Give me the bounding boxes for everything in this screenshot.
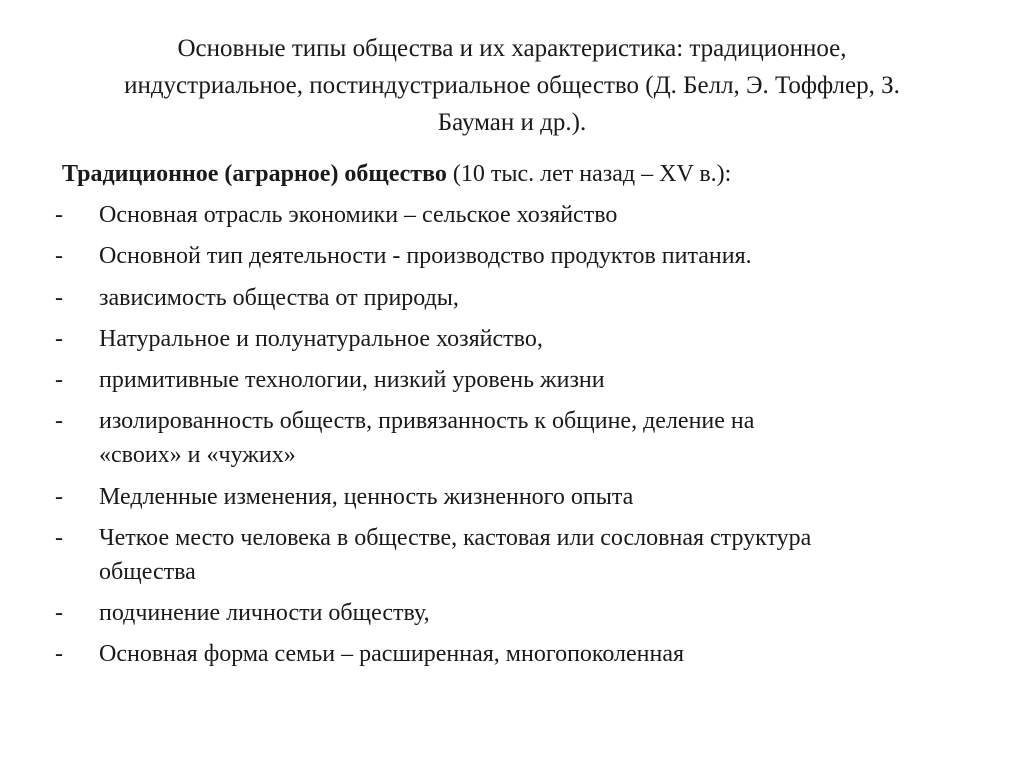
list-item-text: подчинение личности обществу, [99,600,430,626]
list-item-text: изолированность обществ, привязанность к общине, деление на [99,408,755,434]
slide-title [40,30,984,141]
section-heading [62,157,982,191]
list-item-text: Основная форма семьи – расширенная, многопоколенная [99,641,685,667]
bullet-dash: - [55,408,63,434]
list-item [55,521,975,589]
title-line-1: Основные типы общества и их характеристика: традиционное, [177,35,847,62]
bullet-dash: - [55,285,63,311]
section-heading-rest: (10 тыс. лет назад – XV в.): [446,161,732,187]
list-item-text-continuation: «своих» и «чужих» [99,442,296,468]
list-item [55,637,975,671]
title-line-3: Бауман и др.). [437,109,587,136]
list-item [55,198,975,232]
bullet-dash: - [55,641,63,667]
list-item-text: Натуральное и полунатуральное хозяйство, [99,326,543,352]
list-item-text: Медленные изменения, ценность жизненного опыта [99,484,634,510]
bullet-dash: - [55,202,63,228]
bullet-dash: - [55,525,63,551]
title-line-2: индустриальное, постиндустриальное общество (Д. Белл, Э. Тоффлер, З. [124,72,900,99]
bullet-dash: - [55,484,63,510]
list-item [55,404,975,472]
bullet-dash: - [55,367,63,393]
list-item-text: примитивные технологии, низкий уровень жизни [99,367,605,393]
list-item-text: зависимость общества от природы, [99,285,459,311]
list-item [55,281,975,315]
list-item-text: Четкое место человека в обществе, кастовая или сословная структура [99,525,812,551]
list-item [55,480,975,514]
bullet-dash: - [55,243,63,269]
bullet-dash: - [55,600,63,626]
list-item-text: Основной тип деятельности - производство продуктов питания. [99,243,752,269]
list-item-text-continuation: общества [99,559,196,585]
list-item-text: Основная отрасль экономики – сельское хозяйство [99,202,618,228]
list-item [55,239,975,273]
list-item [55,363,975,397]
bullet-dash: - [55,326,63,352]
list-item [55,322,975,356]
list-item [55,596,975,630]
section-heading-bold: Традиционное (аграрное) общество [62,161,447,187]
